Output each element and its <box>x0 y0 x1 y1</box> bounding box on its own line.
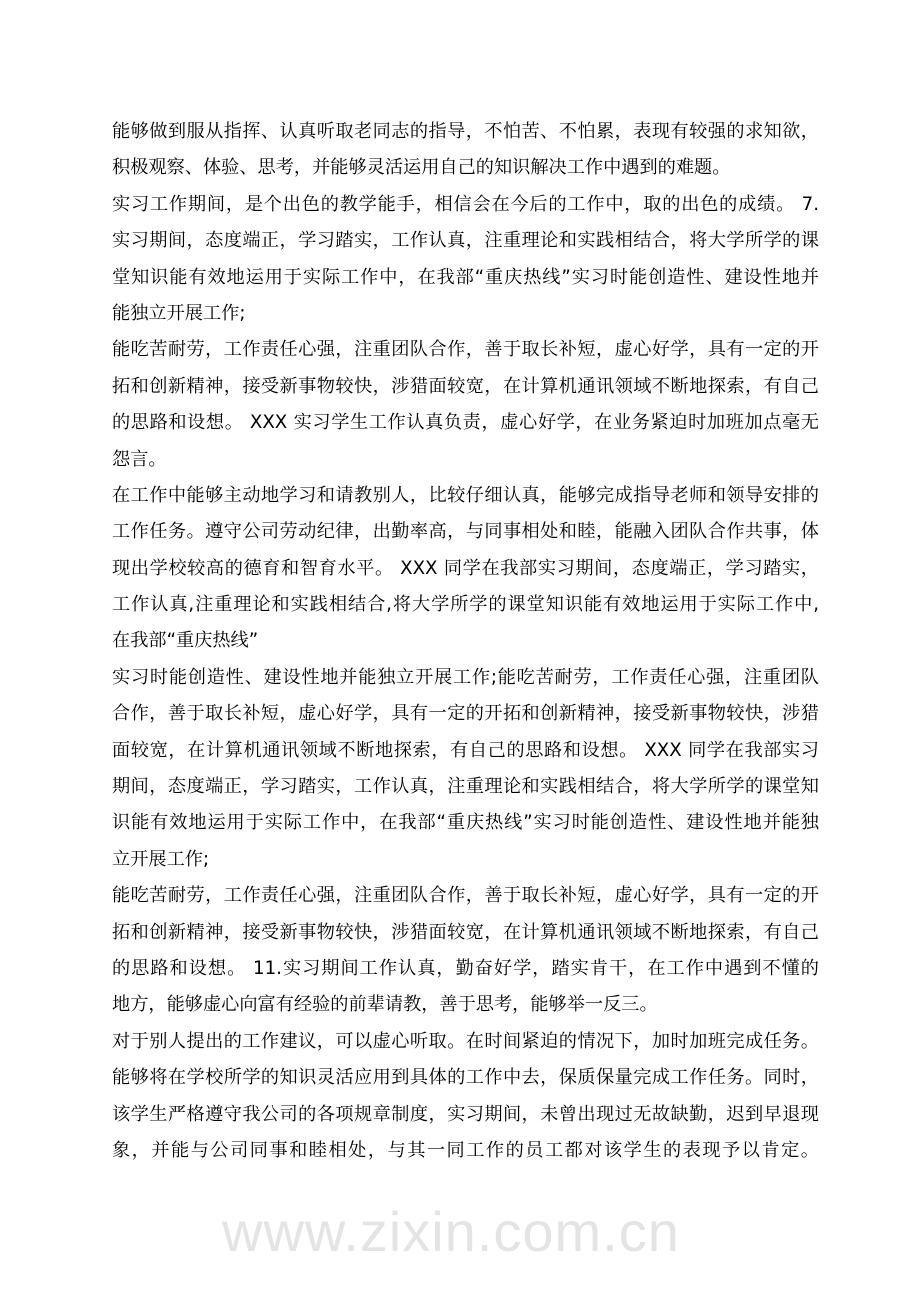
text-line: 能够做到服从指挥、认真听取老同志的指导，不怕苦、不怕累，表现有较强的求知欲， <box>112 121 819 142</box>
text-line: 对于别人提出的工作建议，可以虚心听取。在时间紧迫的情况下，加时加班完成任务。 <box>112 1030 819 1052</box>
text-line: 地方，能够虚心向富有经验的前辈请教，善于思考，能够举一反三。 <box>112 994 658 1016</box>
text-line: 象，并能与公司同事和睦相处，与其一同工作的员工都对该学生的表现予以肯定。 <box>112 1139 819 1161</box>
text-line: 在我部“重庆热线” <box>112 630 259 652</box>
text-line: 立开展工作; <box>112 848 210 870</box>
text-line: 怨言。 <box>112 448 167 470</box>
text-line: 工作任务。遵守公司劳动纪律，出勤率高，与同事相处和睦，能融入团队合作共事，体 <box>112 521 819 543</box>
text-line: 实习期间，态度端正，学习踏实，工作认真，注重理论和实践相结合，将大学所学的课 <box>112 230 819 252</box>
text-line: 的思路和设想。 11.实习期间工作认真，勤奋好学，踏实肯干，在工作中遇到不懂的 <box>112 957 819 979</box>
text-line: 实习时能创造性、建设性地并能独立开展工作;能吃苦耐劳，工作责任心强，注重团队 <box>112 666 819 688</box>
text-line: 该学生严格遵守我公司的各项规章制度，实习期间，未曾出现过无故缺勤，迟到早退现 <box>112 1103 819 1125</box>
text-line: 能吃苦耐劳，工作责任心强，注重团队合作，善于取长补短，虚心好学，具有一定的开 <box>112 339 819 361</box>
text-line: 能够将在学校所学的知识灵活应用到具体的工作中去，保质保量完成工作任务。同时， <box>112 1067 819 1089</box>
text-line: 在工作中能够主动地学习和请教别人，比较仔细认真，能够完成指导老师和领导安排的 <box>112 484 819 506</box>
text-line: 能吃苦耐劳，工作责任心强，注重团队合作，善于取长补短，虚心好学，具有一定的开 <box>112 885 819 907</box>
text-line: 堂知识能有效地运用于实际工作中，在我部“重庆热线”实习时能创造性、建设性地并 <box>112 266 819 288</box>
text-line: 实习工作期间，是个出色的教学能手，相信会在今后的工作中，取的出色的成绩。 7. <box>112 193 819 215</box>
text-line: 现出学校较高的德育和智育水平。 XXX 同学在我部实习期间，态度端正，学习踏实， <box>112 557 819 579</box>
text-line: 的思路和设想。 XXX 实习学生工作认真负责，虚心好学，在业务紧迫时加班加点毫无 <box>112 412 819 434</box>
document-body <box>112 114 819 1169</box>
text-line: 拓和创新精神，接受新事物较快，涉猎面较宽，在计算机通讯领域不断地探索，有自己 <box>112 375 819 397</box>
text-line: 能独立开展工作; <box>112 302 246 324</box>
text-line: 识能有效地运用于实际工作中，在我部“重庆热线”实习时能创造性、建设性地并能独 <box>112 812 819 834</box>
text-line: 期间，态度端正，学习踏实，工作认真，注重理论和实践相结合，将大学所学的课堂知 <box>112 776 819 798</box>
text-line: 工作认真,注重理论和实践相结合,将大学所学的课堂知识能有效地运用于实际工作中, <box>112 594 819 616</box>
watermark: www.zixin.com.cn <box>222 1200 680 1263</box>
text-line: 拓和创新精神，接受新事物较快，涉猎面较宽，在计算机通讯领域不断地探索，有自己 <box>112 921 819 943</box>
text-line: 面较宽，在计算机通讯领域不断地探索，有自己的思路和设想。 XXX 同学在我部实习 <box>112 739 819 761</box>
text-line: 积极观察、体验、思考，并能够灵活运用自己的知识解决工作中遇到的难题。 <box>112 157 731 179</box>
text-line: 合作，善于取长补短，虚心好学，具有一定的开拓和创新精神，接受新事物较快，涉猎 <box>112 703 819 725</box>
